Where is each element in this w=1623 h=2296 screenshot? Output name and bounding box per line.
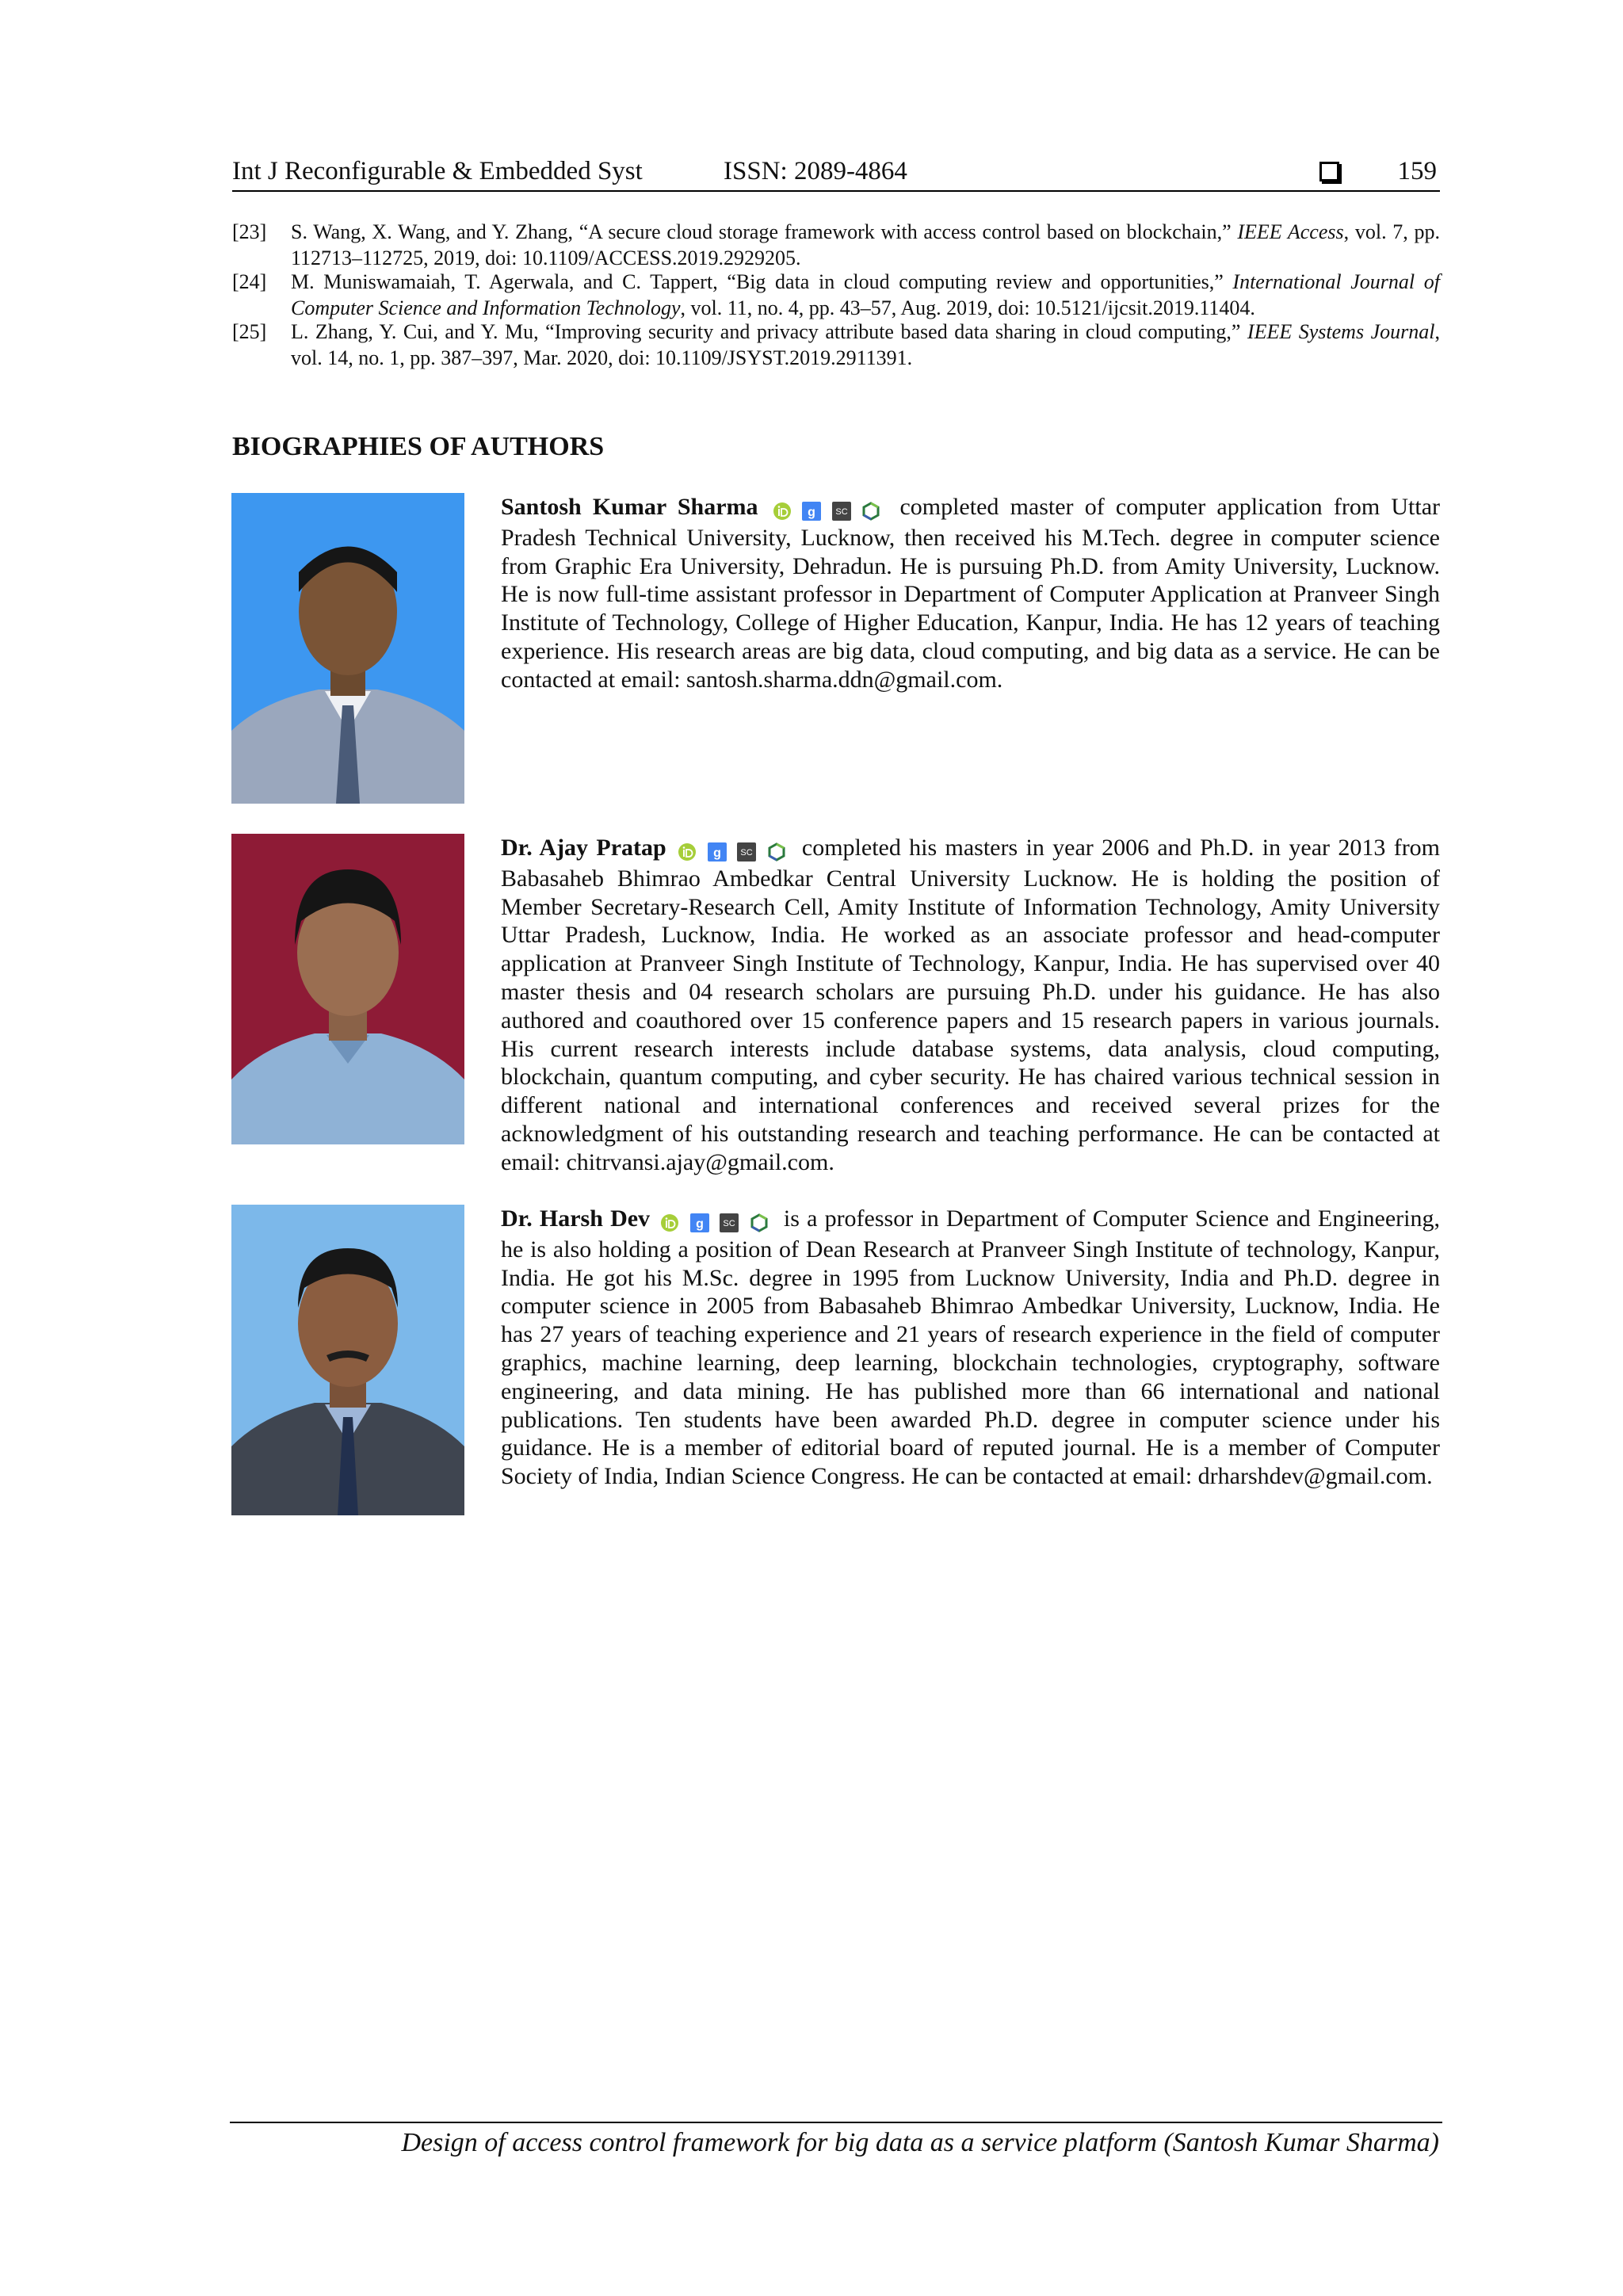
reference-venue: IEEE Systems Journal bbox=[1247, 320, 1435, 343]
orcid-icon[interactable] bbox=[678, 842, 697, 861]
orcid-icon[interactable] bbox=[773, 502, 792, 521]
svg-text:SC: SC bbox=[723, 1219, 735, 1229]
author-profile-icons bbox=[678, 836, 791, 865]
author-bio bbox=[501, 834, 1440, 1177]
author-bio-text: is a professor in Department of Computer Science and Engineering, he is also holding a position of Dean Research at Pranveer Singh Institute of technology, Kanpur, India. He got his M.Sc. degree in 1995 from Lucknow University, India and Ph.D. degree in computer science in 2005 from Babasaheb Bhimrao Ambedkar University, Lucknow, India. He has 27 years of teaching experience and 21 years of research experience in the field of computer graphics, machine learning, deep learning, blockchain technologies, cryptography, software engineering, and data mining. He has published more than 66 international and national publications. Ten students have been awarded Ph.D. degree in computer science under his guidance. He is a member of editorial board of reputed journal. He is a member of Computer Society of India, Indian Science Congress. He can be contacted at email: drharshdev@gmail.com. bbox=[501, 1205, 1441, 1490]
reference-item bbox=[232, 319, 1440, 371]
svg-text:g: g bbox=[712, 846, 721, 861]
issn: ISSN: 2089-4864 bbox=[724, 157, 907, 185]
page-header bbox=[232, 154, 1440, 192]
reference-item bbox=[232, 219, 1440, 271]
svg-text:SC: SC bbox=[835, 507, 848, 518]
author-bio-text: completed master of computer application from Uttar Pradesh Technical University, Lucknow, then received his M.Tech. degree in computer science from Graphic Era University, Dehradun. He is pursuing Ph.D. from Amity University, Lucknow. He is now full-time assistant professor in Department of Computer Application at Pranveer Singh Institute of Technology, College of Higher Education, Kanpur, India. He has 12 years of teaching experience. His research areas are big data, cloud computing, and big data as a service. He can be contacted at email: santosh.sharma.ddn@gmail.com. bbox=[501, 494, 1440, 693]
page-number: 159 bbox=[1397, 157, 1437, 185]
author-photo bbox=[231, 493, 464, 804]
reference-number: [24] bbox=[232, 270, 267, 293]
scopus-icon[interactable] bbox=[720, 1213, 739, 1232]
google-scholar-icon[interactable] bbox=[802, 502, 821, 521]
author-name: Dr. Harsh Dev bbox=[501, 1205, 651, 1232]
author-bio-text: completed his masters in year 2006 and Ph.D. in year 2013 from Babasaheb Bhimrao Ambedkar Central University Lucknow. He is holding the position of Member Secretary-Research Cell, Amity Institute of Information Technology, Amity University Uttar Pradesh, Lucknow, India. He worked as an associate professor and head-computer application at Pranveer Singh Institute of Technology, Kanpur, India. He has supervised over 40 master thesis and 04 research scholars are pursuing Ph.D. under his guidance. He has also authored and coauthored over 15 conference papers and 15 research papers in various journals. His current research interests include database systems, data analysis, cloud computing, blockchain, quantum computing, and cyber security. He has chaired various technical session in different national and international conferences and received several prizes for the acknowledgment of his outstanding research and teaching performance. He can be contacted at email: chitrvansi.ajay@gmail.com. bbox=[501, 835, 1441, 1175]
author-profile-icons bbox=[660, 1207, 773, 1236]
svg-text:g: g bbox=[808, 506, 816, 520]
author-name: Dr. Ajay Pratap bbox=[501, 835, 666, 861]
author-photo bbox=[231, 1205, 464, 1515]
svg-text:SC: SC bbox=[740, 848, 753, 858]
footer-caption: Design of access control framework for big data as a service platform (Santosh Kumar Sharma) bbox=[401, 2128, 1439, 2157]
author-bio bbox=[501, 493, 1440, 694]
google-scholar-icon[interactable] bbox=[708, 842, 727, 861]
scopus-icon[interactable] bbox=[737, 842, 756, 861]
scopus-icon[interactable] bbox=[832, 502, 851, 521]
author-photo bbox=[231, 834, 464, 1144]
page-footer bbox=[230, 2122, 1442, 2157]
author-name: Santosh Kumar Sharma bbox=[501, 494, 758, 520]
reference-number: [23] bbox=[232, 220, 267, 243]
reference-item bbox=[232, 269, 1440, 321]
google-scholar-icon[interactable] bbox=[690, 1213, 709, 1232]
square-bullet-icon bbox=[1319, 162, 1339, 181]
journal-name: Int J Reconfigurable & Embedded Syst bbox=[232, 157, 643, 185]
reference-text: S. Wang, X. Wang, and Y. Zhang, “A secure cloud storage framework with access control based on blockchain,” IEEE Access, vol. 7, pp. 112713–112725, 2019, doi: 10.1109/ACCESS.2019.2929205. bbox=[291, 220, 1440, 269]
reference-venue: IEEE Access bbox=[1237, 220, 1344, 243]
publons-icon[interactable] bbox=[861, 502, 880, 521]
reference-number: [25] bbox=[232, 320, 267, 343]
reference-text: L. Zhang, Y. Cui, and Y. Mu, “Improving security and privacy attribute based data sharing in cloud computing,” IEEE Systems Journal, vol. 14, no. 1, pp. 387–397, Mar. 2020, doi: 10.1109/JSYST.2019.2911391. bbox=[291, 320, 1440, 369]
author-bio bbox=[501, 1205, 1440, 1491]
orcid-icon[interactable] bbox=[660, 1213, 679, 1232]
svg-text:g: g bbox=[695, 1217, 704, 1232]
publons-icon[interactable] bbox=[750, 1213, 769, 1232]
section-heading: BIOGRAPHIES OF AUTHORS bbox=[232, 432, 605, 461]
author-profile-icons bbox=[773, 495, 886, 524]
publons-icon[interactable] bbox=[767, 842, 786, 861]
reference-text: M. Muniswamaiah, T. Agerwala, and C. Tappert, “Big data in cloud computing review and opportunities,” International Journal of Computer Science and Information Technology, vol. 11, no. 4, pp. 43–57, Aug. 2019, doi: 10.5121/ijcsit.2019.11404. bbox=[291, 270, 1440, 319]
reference-venue: International Journal of Computer Science and Information Technology bbox=[291, 270, 1440, 319]
